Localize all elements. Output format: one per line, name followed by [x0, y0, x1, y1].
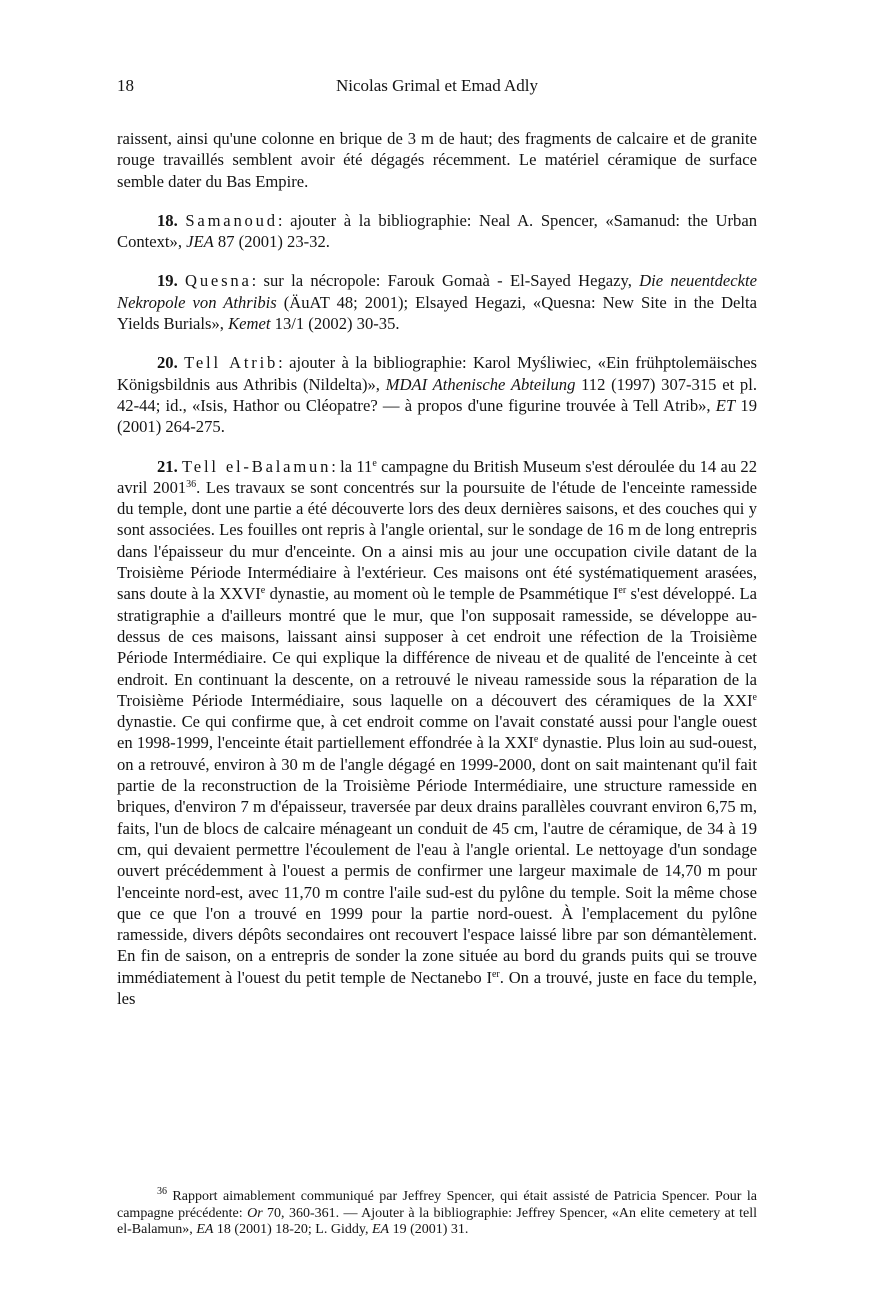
entry-text: (ÄuAT 48; 2001); Elsayed Hegazi, «Quesna: New Site in the Delta Yields Burials»,	[117, 292, 758, 334]
footnote-text: 19 (2001) 31.	[389, 1222, 469, 1237]
main-text	[117, 128, 757, 1009]
entry-number: 19.	[157, 271, 178, 291]
entry-text: : la 11	[331, 456, 373, 476]
journal-title: ET	[715, 395, 736, 415]
footnote-marker: 36	[157, 1186, 167, 1197]
entry-text: dynastie. Plus loin au sud-ouest, on a retrouvé, environ à 30 m de l'angle dégagé en 1999-2000, dont on sait maintenant qu'il fait partie de la reconstruction de la Troisième Période Intermédiaire, une structure ramesside en briques, d'environ 7 m d'épaisseur, traversée par deux drains parallèles couvrant environ 6,75 m, faits, l'un de blocs de calcaire ménageant un conduit de 45 cm, l'autre de céramique, de 34 à 19 cm, qui devaient permettre l'écoulement de l'eau à l'angle oriental. Le nettoyage d'un sondage ouvert précédemment à l'ouest a permis de confirmer une largeur maximale de 14,70 m pour l'enceinte nord-est, avec 11,70 m contre l'aile sud-est du pylône du temple. Soit la même chose que ce que l'on a trouvé en 1999 pour la partie nord-ouest. À l'emplacement du pylône ramesside, divers dépôts secondaires ont recouvert l'espace laissé libre par son démantèlement. En fin de saison, on a entrepris de sonder la zone située au bord du grands puits qui se trouve immédiatement à l'ouest du petit temple de Nectanebo I	[117, 733, 757, 987]
journal-title: MDAI Athenische Abteilung	[385, 374, 576, 394]
site-name: Samanoud	[185, 210, 278, 230]
footnote-reference: 36	[186, 478, 197, 490]
superscript: e	[533, 734, 539, 746]
entry-text: dynastie, au moment où le temple de Psammétique I	[265, 584, 619, 604]
entry-text: . On a trouvé, juste en face du temple, les	[117, 967, 757, 1008]
running-title: Nicolas Grimal et Emad Adly	[335, 76, 539, 95]
superscript: e	[260, 585, 266, 597]
site-name: Quesna	[185, 271, 252, 291]
entry-number: 20.	[157, 353, 178, 373]
intro-paragraph: raissent, ainsi qu'une colonne en brique de 3 m de haut; des fragments de calcaire et de granite rouge travaillés semblent avoir été dégagés récemment. Le matériel céramique de surface semble dater du Bas Empire.	[117, 129, 757, 191]
journal-title: EA	[196, 1222, 214, 1237]
entry-text: s'est développé. La stratigraphie a d'ailleurs montré que le mur, que l'on supposait ramesside, se développe au-dessus de ces maisons, laissant ainsi supposer à cet endroit une réfection de la Troisième Période Intermédiaire. Ce qui explique la différence de niveau et de qualité de l'enceinte à cet endroit. En continuant la descente, on a retrouvé le niveau ramesside sous la réparation de la Troisième Période Intermédiaire, sous laquelle on a découvert des céramiques de la XXI	[117, 584, 757, 710]
superscript: e	[752, 691, 757, 703]
journal-title: Or	[247, 1205, 263, 1221]
entry-text: dynastie. Ce qui confirme que, à cet endroit comme on l'avait constaté aussi pour l'angle ouest en 1998-1999, l'enceinte était partiellement effondrée à la XXI	[117, 712, 757, 753]
entry-text: : sur la nécropole: Farouk Gomaà - El-Sayed Hegazy,	[251, 271, 640, 291]
entry-text: 19 (2001) 264-275.	[117, 395, 757, 437]
footnote-text: 18 (2001) 18-20; L. Giddy,	[213, 1222, 372, 1237]
superscript: er	[491, 968, 500, 980]
entry-number: 21.	[157, 456, 178, 476]
entry-18	[117, 210, 757, 253]
entry-21	[117, 456, 757, 1010]
entry-20	[117, 352, 757, 437]
footnote-text: 70, 360-361. — Ajouter à la bibliographie: Jeffrey Spencer, «An elite cemetery at tell el-Balamun»,	[117, 1205, 757, 1237]
entry-number: 18.	[157, 210, 178, 230]
footnote-36	[117, 1186, 757, 1239]
entry-text: 13/1 (2002) 30-35.	[270, 314, 400, 334]
site-name: Tell el-Balamun	[182, 456, 332, 476]
journal-title: JEA	[186, 232, 214, 252]
superscript: e	[372, 457, 377, 469]
footnote-text: Rapport aimablement communiqué par Jeffrey Spencer, qui était assisté de Patricia Spencer. Pour la campagne précédente:	[117, 1189, 757, 1221]
entry-text: campagne du British Museum s'est déroulée du 14 au 22 avril 2001	[117, 456, 757, 497]
superscript: er	[618, 585, 627, 597]
journal-title: EA	[371, 1222, 390, 1237]
entry-text: . Les travaux se sont concentrés sur la poursuite de l'étude de l'enceinte ramesside du temple, dont une partie a été découverte lors des deux dernières saisons, et des couches qui y sont associées. Les fouilles ont repris à l'angle oriental, sur le sondage de 16 m de long entrepris dans l'épaisseur du mur d'enceinte. On a ainsi mis au jour une occupation civile datant de la Troisième Période Intermédiaire à l'extérieur. Ces maisons ont été systématiquement arasées, sans doute à la XXVI	[117, 477, 757, 604]
page-header	[117, 76, 757, 100]
entry-text: 87 (2001) 23-32.	[213, 232, 330, 252]
entry-text: : ajouter à la bibliographie: Karol Myśliwiec, «Ein frühptolemäisches Königsbildnis aus Athribis (Nildelta)»,	[117, 353, 757, 394]
page-number: 18	[117, 76, 134, 95]
entry-text: : ajouter à la bibliographie: Neal A. Spencer, «Samanud: the Urban Context»,	[117, 210, 757, 252]
book-title: Die neuentdeckte Nekropole von Athribis	[117, 271, 757, 312]
site-name: Tell Atrib	[184, 353, 279, 373]
journal-title: Kemet	[228, 314, 271, 334]
entry-text: 112 (1997) 307-315 et pl. 42-44; id., «Isis, Hathor ou Cléopatre? — à propos d'une figurine trouvée à Tell Atrib»,	[117, 374, 757, 415]
entry-19	[117, 270, 757, 334]
